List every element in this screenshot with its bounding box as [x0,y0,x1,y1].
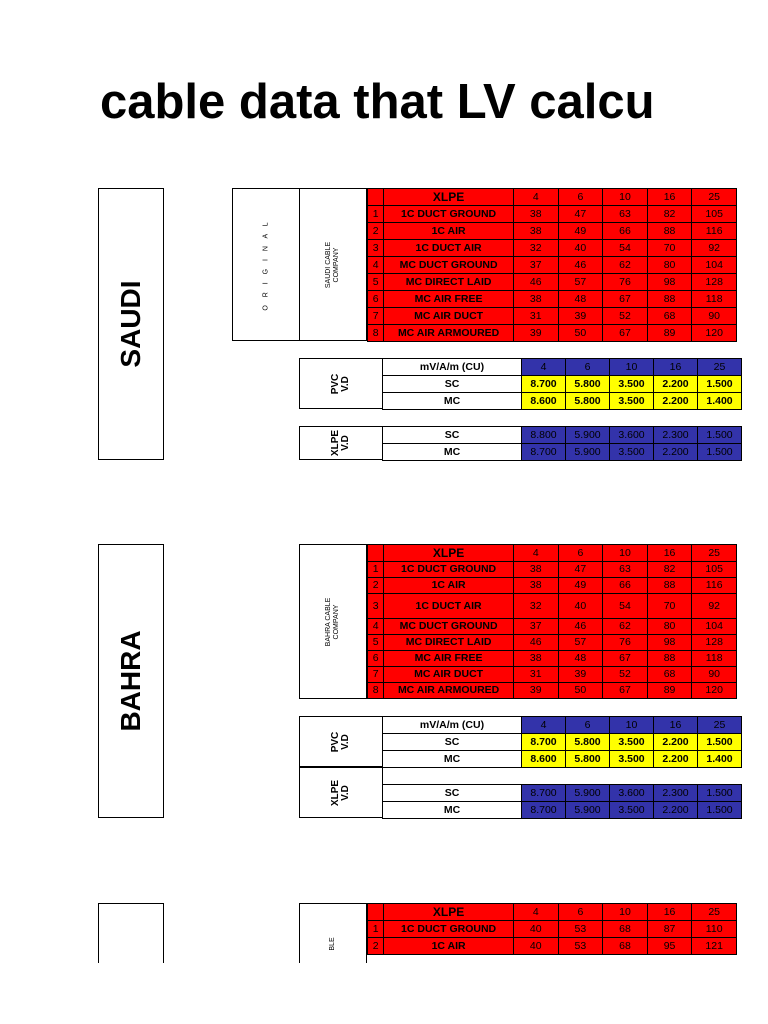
ampacity-value-cell: 68 [603,921,648,938]
row-number-cell: 5 [368,274,384,291]
ampacity-value-cell: 38 [513,578,558,594]
row-number-cell: 6 [368,291,384,308]
ampacity-value-cell: 118 [692,651,737,667]
installation-method-cell: MC AIR DUCT [384,667,514,683]
voltage-drop-value-cell: 3.600 [610,427,654,444]
ampacity-value-cell: 118 [692,291,737,308]
ampacity-value-cell: 67 [603,291,648,308]
ampacity-value-cell: 110 [692,921,737,938]
ampacity-value-cell: 57 [558,274,603,291]
size-header-cell: 16 [647,904,692,921]
voltage-drop-value-cell: 2.200 [654,751,698,768]
cable-type-cell: MC [383,751,522,768]
cable-type-cell: SC [383,734,522,751]
ampacity-value-cell: 63 [603,206,648,223]
size-header-cell: 25 [692,189,737,206]
voltage-drop-value-cell: 5.900 [566,427,610,444]
voltage-drop-value-cell: 1.400 [698,393,742,410]
ampacity-value-cell: 67 [603,683,648,699]
table-header-row [383,717,742,734]
table-row [368,938,737,955]
page-title: cable data that LV calcu [100,78,655,127]
row-number-cell: 7 [368,308,384,325]
ampacity-value-cell: 128 [692,635,737,651]
voltage-drop-value-cell: 2.200 [654,802,698,819]
ampacity-value-cell: 48 [558,291,603,308]
row-number-cell: 2 [368,223,384,240]
ampacity-value-cell: 92 [692,594,737,619]
table-header-row [368,904,737,921]
table-header-row [368,545,737,562]
installation-method-cell: 1C AIR [384,938,514,955]
voltage-drop-value-cell: 3.500 [610,444,654,461]
ampacity-value-cell: 54 [603,594,648,619]
table-row [383,393,742,410]
table-row [368,257,737,274]
table-row [368,274,737,291]
ampacity-value-cell: 104 [692,257,737,274]
saudi-xlpe-vd-label: XLPE V.D [330,429,351,457]
installation-method-cell: MC DIRECT LAID [384,274,514,291]
voltage-drop-value-cell: 5.900 [566,785,610,802]
cable-type-cell: SC [383,376,522,393]
voltage-drop-value-cell: 2.300 [654,427,698,444]
saudi-pvc-vd-label: PVC V.D [330,373,351,394]
ampacity-value-cell: 89 [647,325,692,342]
ampacity-value-cell: 90 [692,308,737,325]
size-header-cell: 16 [654,359,698,376]
table-row [383,785,742,802]
third-side-box [98,903,164,963]
row-number-cell: 3 [368,594,384,619]
ampacity-value-cell: 88 [647,651,692,667]
size-header-cell: 16 [654,717,698,734]
voltage-drop-value-cell: 1.400 [698,751,742,768]
voltage-drop-value-cell: 1.500 [698,444,742,461]
installation-method-cell: MC DUCT GROUND [384,257,514,274]
table-row [368,223,737,240]
size-header-cell: 4 [522,359,566,376]
size-header-cell: 4 [513,545,558,562]
ampacity-value-cell: 52 [603,308,648,325]
size-header-cell: 16 [647,189,692,206]
bahra-pvc-vd-box [299,716,383,767]
row-number-cell [368,545,384,562]
voltage-drop-value-cell: 3.600 [610,785,654,802]
installation-method-cell: 1C DUCT GROUND [384,562,514,578]
size-header-cell: 6 [558,904,603,921]
ampacity-value-cell: 98 [647,274,692,291]
size-header-cell: 10 [610,359,654,376]
ampacity-value-cell: 38 [513,206,558,223]
row-number-cell: 2 [368,578,384,594]
ampacity-value-cell: 62 [603,619,648,635]
voltage-drop-value-cell: 8.800 [522,427,566,444]
row-number-cell: 7 [368,667,384,683]
table-row [368,635,737,651]
ampacity-value-cell: 88 [647,223,692,240]
size-header-cell: 10 [603,545,648,562]
ampacity-value-cell: 32 [513,594,558,619]
ampacity-value-cell: 88 [647,291,692,308]
ampacity-value-cell: 49 [558,578,603,594]
table-header-row [383,359,742,376]
table-row [383,802,742,819]
ampacity-value-cell: 53 [558,938,603,955]
voltage-drop-value-cell: 8.600 [522,393,566,410]
size-header-cell: 25 [698,359,742,376]
table-row [368,325,737,342]
ampacity-value-cell: 39 [558,308,603,325]
ampacity-value-cell: 38 [513,223,558,240]
row-number-cell [368,189,384,206]
voltage-drop-value-cell: 8.700 [522,802,566,819]
table-row [383,751,742,768]
installation-method-cell: MC DIRECT LAID [384,635,514,651]
ampacity-value-cell: 49 [558,223,603,240]
ampacity-value-cell: 38 [513,291,558,308]
voltage-drop-value-cell: 8.600 [522,751,566,768]
installation-method-cell: MC AIR DUCT [384,308,514,325]
ampacity-value-cell: 95 [647,938,692,955]
row-number-cell: 3 [368,240,384,257]
ampacity-value-cell: 39 [558,667,603,683]
table-row [368,594,737,619]
row-number-cell: 4 [368,257,384,274]
table-row [383,427,742,444]
row-number-cell [368,904,384,921]
ampacity-value-cell: 70 [647,240,692,257]
cable-type-cell: MC [383,802,522,819]
ampacity-value-cell: 98 [647,635,692,651]
installation-method-cell: 1C DUCT GROUND [384,206,514,223]
table-row [368,240,737,257]
bahra-xlpe-vd-box [299,767,383,818]
installation-method-cell: MC AIR FREE [384,651,514,667]
size-header-cell: 16 [647,545,692,562]
xlpe-header-cell: XLPE [384,545,514,562]
ampacity-value-cell: 105 [692,206,737,223]
ampacity-value-cell: 68 [647,308,692,325]
xlpe-header-cell: XLPE [384,904,514,921]
voltage-drop-value-cell: 5.800 [566,734,610,751]
row-number-cell: 6 [368,651,384,667]
ampacity-value-cell: 90 [692,667,737,683]
table-row [368,683,737,699]
ampacity-value-cell: 87 [647,921,692,938]
voltage-drop-value-cell: 2.200 [654,734,698,751]
ampacity-value-cell: 38 [513,562,558,578]
xlpe-header-cell: XLPE [384,189,514,206]
ampacity-value-cell: 37 [513,257,558,274]
ampacity-value-cell: 104 [692,619,737,635]
voltage-drop-value-cell: 2.200 [654,444,698,461]
size-header-cell: 25 [698,717,742,734]
table-row [368,291,737,308]
ampacity-value-cell: 70 [647,594,692,619]
ampacity-value-cell: 68 [647,667,692,683]
ampacity-value-cell: 50 [558,683,603,699]
size-header-cell: 10 [603,904,648,921]
size-header-cell: 6 [566,359,610,376]
voltage-drop-value-cell: 5.800 [566,751,610,768]
ampacity-value-cell: 80 [647,257,692,274]
size-header-cell: 25 [692,904,737,921]
bahra-company-label: BAHRA CABLE COMPANY [325,597,340,646]
installation-method-cell: 1C AIR [384,578,514,594]
ampacity-value-cell: 68 [603,938,648,955]
bahra-side-label: BAHRA [115,630,146,732]
row-number-cell: 5 [368,635,384,651]
table-row [368,619,737,635]
row-number-cell: 8 [368,683,384,699]
ampacity-value-cell: 54 [603,240,648,257]
table-header-row [368,189,737,206]
third-company-label: BLE [329,937,336,951]
cable-type-cell: MC [383,393,522,410]
size-header-cell: 10 [610,717,654,734]
ampacity-value-cell: 46 [513,274,558,291]
table-row [368,308,737,325]
voltage-drop-value-cell: 1.500 [698,427,742,444]
saudi-xlpe-ampacity-table [367,188,737,342]
bahra-xlpe-vd-label: XLPE V.D [330,779,351,806]
size-header-cell: 10 [603,189,648,206]
bahra-company-box [299,544,367,699]
installation-method-cell: MC AIR ARMOURED [384,683,514,699]
ampacity-value-cell: 76 [603,635,648,651]
voltage-drop-value-cell: 3.500 [610,376,654,393]
bahra-pvc-vd-table [382,716,742,768]
table-row [383,444,742,461]
ampacity-value-cell: 63 [603,562,648,578]
voltage-drop-value-cell: 1.500 [698,802,742,819]
row-number-cell: 1 [368,206,384,223]
ampacity-value-cell: 66 [603,578,648,594]
voltage-drop-value-cell: 3.500 [610,393,654,410]
bahra-pvc-vd-label: PVC V.D [330,731,351,752]
saudi-side-label: SAUDI [115,280,146,368]
table-row [368,921,737,938]
mv-header-cell: mV/A/m (CU) [383,359,522,376]
saudi-xlpe-vd-box [299,426,383,460]
installation-method-cell: MC AIR FREE [384,291,514,308]
ampacity-value-cell: 39 [513,325,558,342]
ampacity-value-cell: 52 [603,667,648,683]
ampacity-value-cell: 47 [558,562,603,578]
voltage-drop-value-cell: 2.200 [654,393,698,410]
saudi-company-label: SAUDI CABLE COMPANY [325,241,340,288]
ampacity-value-cell: 128 [692,274,737,291]
table-row [368,578,737,594]
installation-method-cell: MC DUCT GROUND [384,619,514,635]
ampacity-value-cell: 48 [558,651,603,667]
voltage-drop-value-cell: 1.500 [698,734,742,751]
ampacity-value-cell: 116 [692,578,737,594]
size-header-cell: 6 [558,545,603,562]
voltage-drop-value-cell: 3.500 [610,751,654,768]
saudi-xlpe-vd-table [382,426,742,461]
ampacity-value-cell: 121 [692,938,737,955]
voltage-drop-value-cell: 3.500 [610,802,654,819]
installation-method-cell: 1C DUCT AIR [384,240,514,257]
ampacity-value-cell: 82 [647,562,692,578]
table-row [368,206,737,223]
size-header-cell: 6 [558,189,603,206]
voltage-drop-value-cell: 2.300 [654,785,698,802]
size-header-cell: 4 [522,717,566,734]
ampacity-value-cell: 38 [513,651,558,667]
saudi-original-box [232,188,300,341]
bahra-xlpe-ampacity-table [367,544,737,699]
table-row [383,734,742,751]
voltage-drop-value-cell: 5.900 [566,444,610,461]
size-header-cell: 4 [513,904,558,921]
voltage-drop-value-cell: 8.700 [522,734,566,751]
ampacity-value-cell: 89 [647,683,692,699]
ampacity-value-cell: 40 [558,240,603,257]
row-number-cell: 1 [368,921,384,938]
cable-type-cell: SC [383,785,522,802]
ampacity-value-cell: 76 [603,274,648,291]
ampacity-value-cell: 66 [603,223,648,240]
row-number-cell: 4 [368,619,384,635]
ampacity-value-cell: 46 [558,257,603,274]
ampacity-value-cell: 47 [558,206,603,223]
voltage-drop-value-cell: 8.700 [522,444,566,461]
voltage-drop-value-cell: 8.700 [522,785,566,802]
voltage-drop-value-cell: 8.700 [522,376,566,393]
size-header-cell: 4 [513,189,558,206]
ampacity-value-cell: 120 [692,683,737,699]
size-header-cell: 25 [692,545,737,562]
third-xlpe-ampacity-table [367,903,737,955]
ampacity-value-cell: 31 [513,308,558,325]
ampacity-value-cell: 40 [513,938,558,955]
row-number-cell: 2 [368,938,384,955]
saudi-pvc-vd-box [299,358,383,409]
ampacity-value-cell: 116 [692,223,737,240]
size-header-cell: 6 [566,717,610,734]
ampacity-value-cell: 46 [513,635,558,651]
ampacity-value-cell: 67 [603,651,648,667]
voltage-drop-value-cell: 5.900 [566,802,610,819]
ampacity-value-cell: 120 [692,325,737,342]
table-row [368,562,737,578]
bahra-side-box [98,544,164,818]
table-row [368,667,737,683]
ampacity-value-cell: 40 [513,921,558,938]
mv-header-cell: mV/A/m (CU) [383,717,522,734]
saudi-company-box [299,188,367,341]
ampacity-value-cell: 37 [513,619,558,635]
ampacity-value-cell: 31 [513,667,558,683]
ampacity-value-cell: 40 [558,594,603,619]
row-number-cell: 1 [368,562,384,578]
ampacity-value-cell: 53 [558,921,603,938]
cable-type-cell: SC [383,427,522,444]
saudi-original-label: O R I G I N A L [262,218,270,311]
ampacity-value-cell: 80 [647,619,692,635]
voltage-drop-value-cell: 5.800 [566,393,610,410]
ampacity-value-cell: 62 [603,257,648,274]
ampacity-value-cell: 92 [692,240,737,257]
ampacity-value-cell: 39 [513,683,558,699]
installation-method-cell: MC AIR ARMOURED [384,325,514,342]
ampacity-value-cell: 88 [647,578,692,594]
ampacity-value-cell: 46 [558,619,603,635]
voltage-drop-value-cell: 1.500 [698,785,742,802]
voltage-drop-value-cell: 3.500 [610,734,654,751]
ampacity-value-cell: 67 [603,325,648,342]
installation-method-cell: 1C AIR [384,223,514,240]
saudi-side-box [98,188,164,460]
ampacity-value-cell: 32 [513,240,558,257]
ampacity-value-cell: 57 [558,635,603,651]
ampacity-value-cell: 82 [647,206,692,223]
row-number-cell: 8 [368,325,384,342]
voltage-drop-value-cell: 2.200 [654,376,698,393]
saudi-pvc-vd-table [382,358,742,410]
bahra-xlpe-vd-table [382,784,742,819]
table-row [383,376,742,393]
voltage-drop-value-cell: 5.800 [566,376,610,393]
table-row [368,651,737,667]
ampacity-value-cell: 50 [558,325,603,342]
voltage-drop-value-cell: 1.500 [698,376,742,393]
ampacity-value-cell: 105 [692,562,737,578]
third-company-box [299,903,367,963]
installation-method-cell: 1C DUCT GROUND [384,921,514,938]
installation-method-cell: 1C DUCT AIR [384,594,514,619]
cable-type-cell: MC [383,444,522,461]
